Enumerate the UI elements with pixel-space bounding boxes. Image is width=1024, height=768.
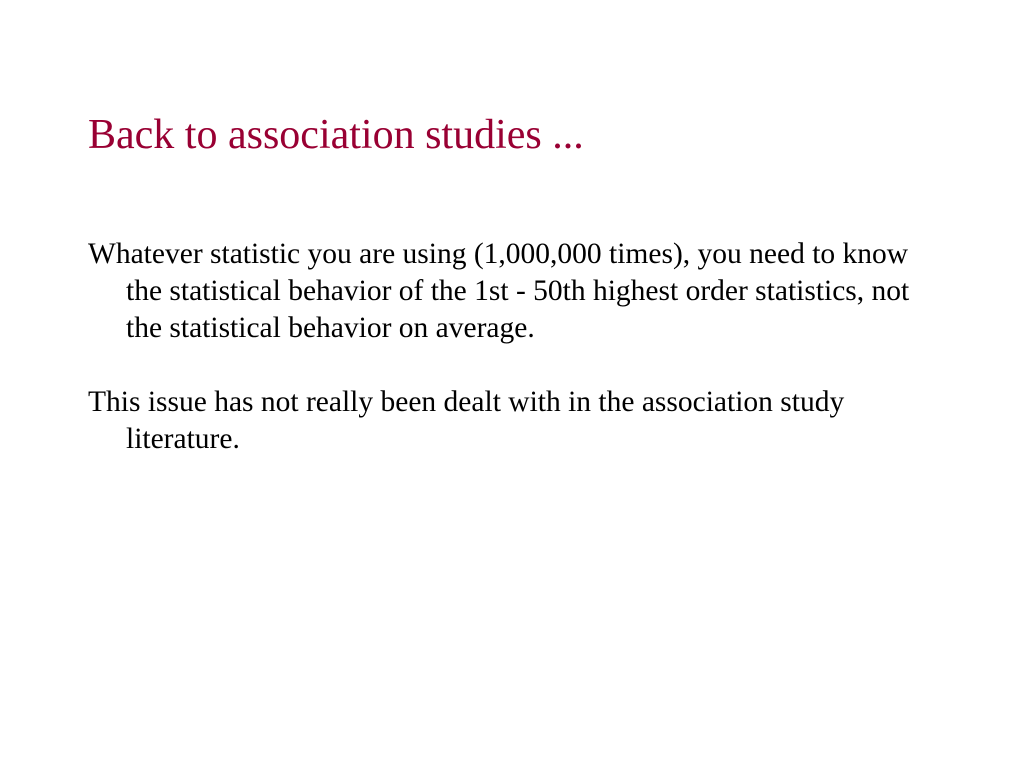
- slide-title: Back to association studies ...: [88, 112, 584, 158]
- bullet-point: This issue has not really been dealt with in the association study literature.: [88, 386, 845, 455]
- slide-body: [88, 236, 938, 495]
- bullet-point: Whatever statistic you are using (1,000,000 times), you need to know the statistical behavior of the 1st - 50th highest order statistics, not the statistical behavior on average.: [88, 238, 910, 344]
